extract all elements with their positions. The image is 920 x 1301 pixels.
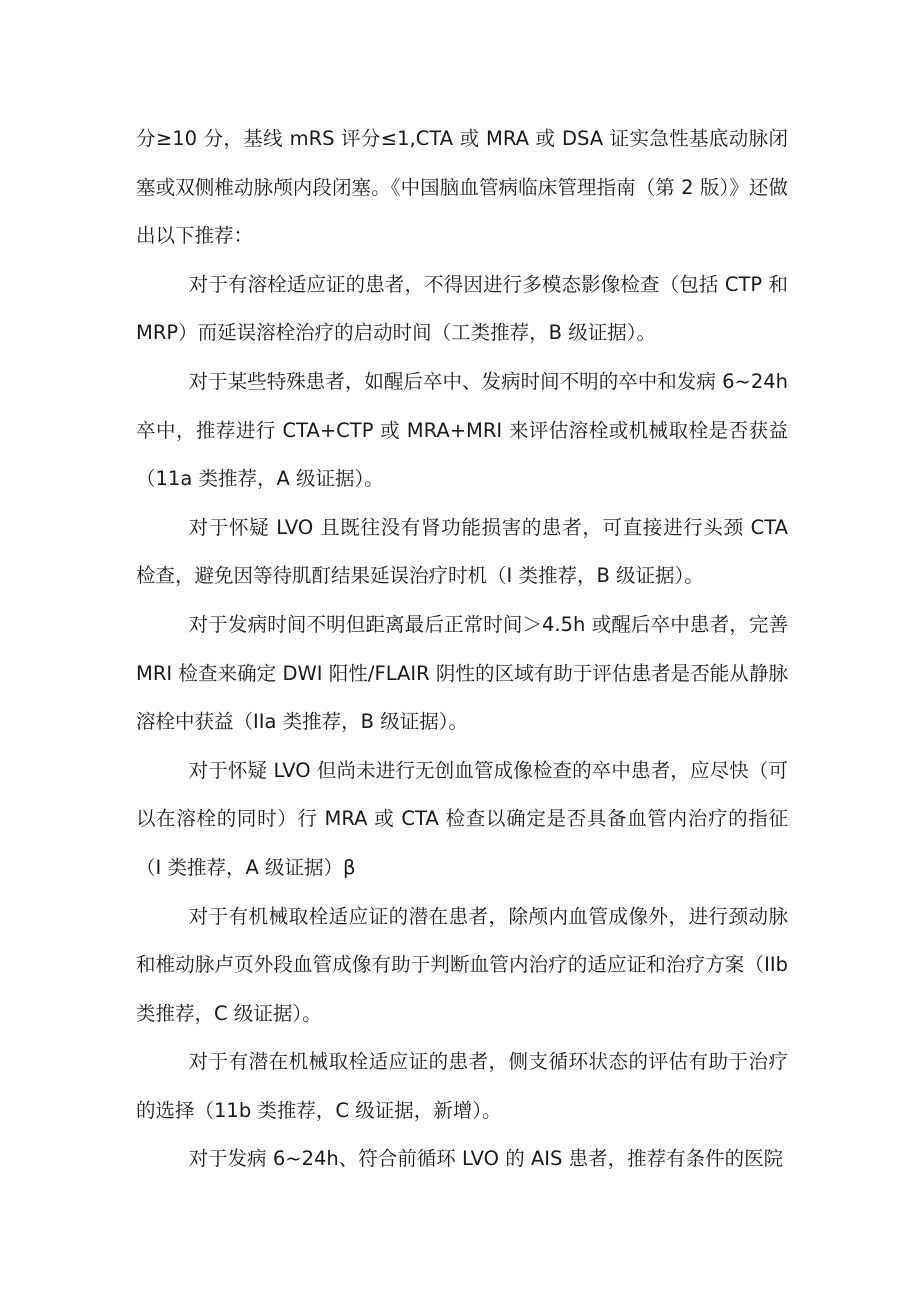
paragraph: 对于怀疑 LVO 但尚未进行无创血管成像检查的卒中患者，应尽快（可以在溶栓的同时）行 MRA 或 CTA 检查以确定是否具备血管内治疗的指征（I 类推荐，A 级证据）β (136, 758, 788, 879)
paragraph: 对于有潜在机械取栓适应证的患者，侧支循环状态的评估有助于治疗的选择（11b 类推荐，C 级证据，新增）。 (136, 1050, 788, 1122)
document-body (136, 115, 788, 1184)
paragraph: 对于发病 6~24h、符合前循环 LVO 的 AIS 患者，推荐有条件的医院 (188, 1147, 784, 1171)
paragraph: 对于发病时间不明但距离最后正常时间＞4.5h 或醒后卒中患者，完善 MRI 检查来确定 DWI 阳性/FLAIR 阴性的区域有助于评估患者是否能从静脉溶栓中获益（IIa 类推荐，B 级证据）。 (136, 612, 788, 734)
paragraph-continuation: 分≥10 分，基线 mRS 评分≤1,CTA 或 MRA 或 DSA 证实急性基底动脉闭塞或双侧椎动脉颅内段闭塞。《中国脑血管病临床管理指南（第 2 版）》还做出以下推荐： (136, 127, 788, 248)
paragraph: 对于有机械取栓适应证的潜在患者，除颅内血管成像外，进行颈动脉和椎动脉卢页外段血管成像有助于判断血管内治疗的适应证和治疗方案（IIb 类推荐，C 级证据）。 (136, 904, 788, 1025)
paragraph: 对于有溶栓适应证的患者，不得因进行多模态影像检查（包括 CTP 和 MRP）而延误溶栓治疗的启动时间（工类推荐，B 级证据）。 (136, 272, 788, 345)
paragraph: 对于某些特殊患者，如醒后卒中、发病时间不明的卒中和发病 6~24h 卒中，推荐进行 CTA+CTP 或 MRA+MRI 来评估溶栓或机械取栓是否获益（11a 类推荐，A 级证据）。 (136, 369, 788, 491)
paragraph: 对于怀疑 LVO 且既往没有肾功能损害的患者，可直接进行头颈 CTA 检查，避免因等待肌酊结果延误治疗时机（I 类推荐，B 级证据）。 (136, 515, 788, 588)
